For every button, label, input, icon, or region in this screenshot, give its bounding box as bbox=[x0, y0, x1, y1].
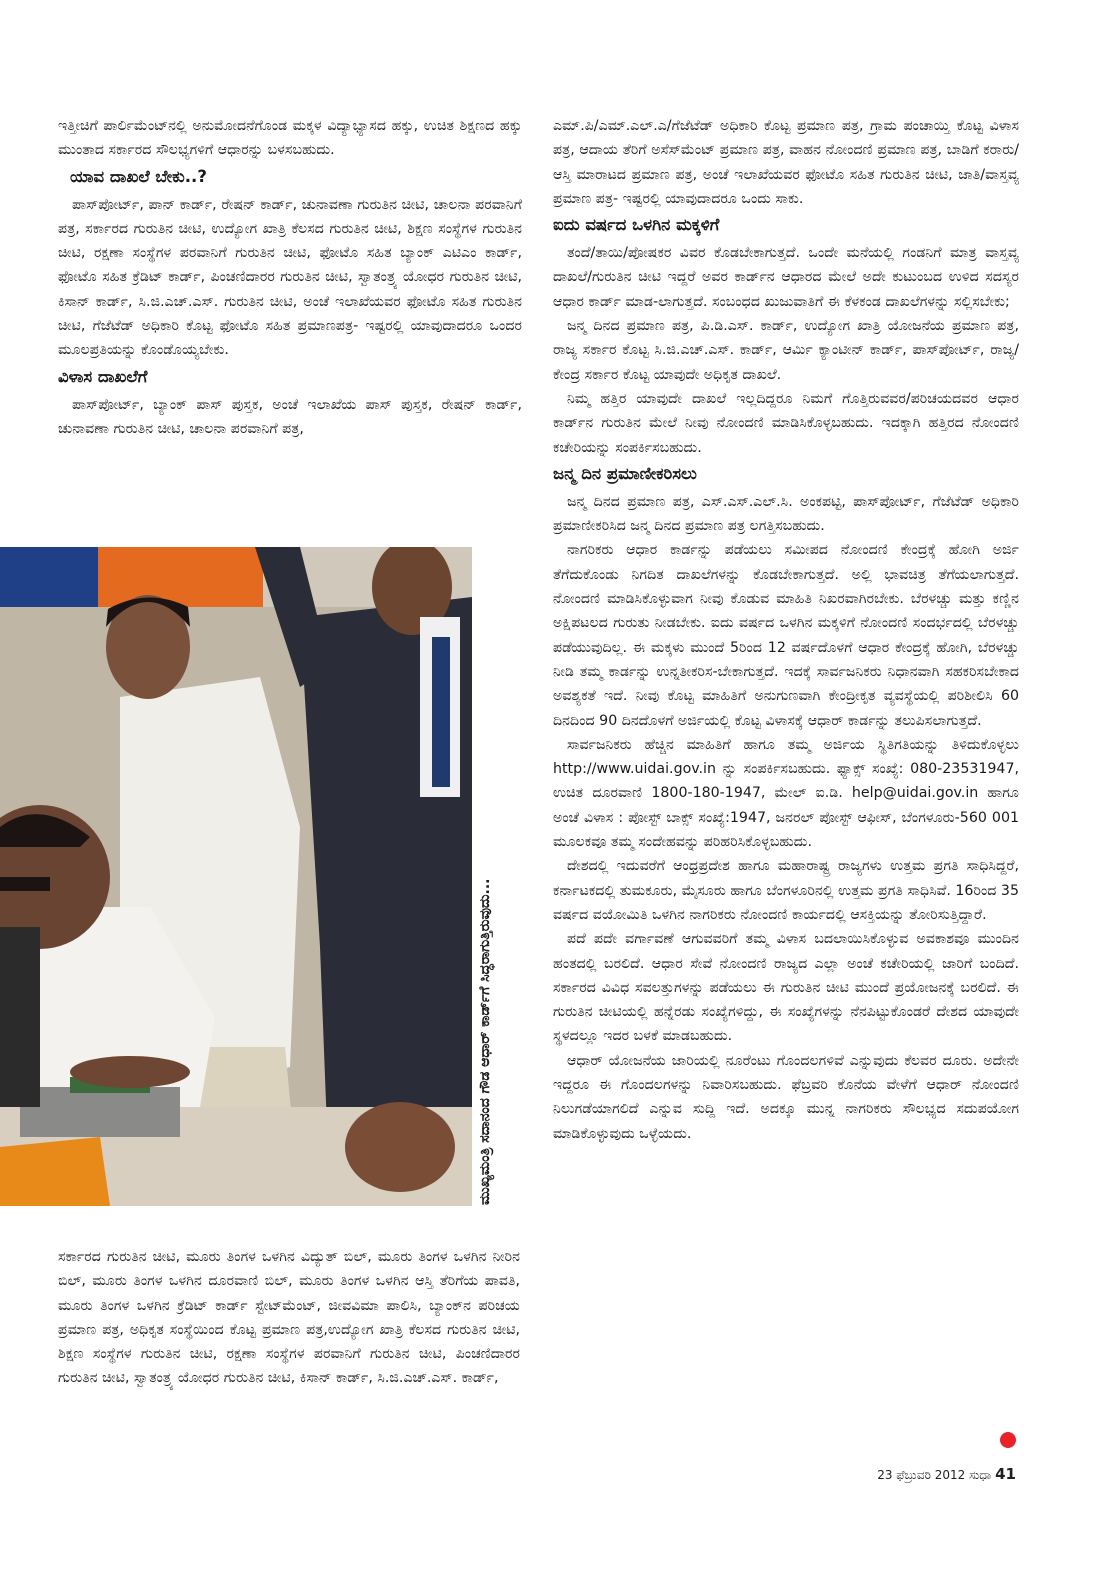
end-of-article-dot bbox=[1000, 1432, 1016, 1448]
contact-information-paragraph: ಸಾರ್ವಜನಿಕರು ಹೆಚ್ಚಿನ ಮಾಹಿತಿಗೆ ಹಾಗೂ ತಮ್ಮ ಅರ್ಜಿಯ ಸ್ಥಿತಿಗತಿಯನ್ನು ತಿಳಿದುಕೊಳ್ಳಲು http://www.uidai.gov.in ನ್ನು ಸಂಪರ್ಕಿಸಬಹುದು. ಫ್ಯಾಕ್ಸ್ ಸಂಖ್ಯೆ: 080-23531947, ಉಚಿತ ದೂರವಾಣಿ 1800-180-1947, ಮೇಲ್ ಐ.ಡಿ. help@uidai.gov.in ಹಾಗೂ ಅಂಚೆ ವಿಳಾಸ : ಪೋಸ್ಟ್ ಬಾಕ್ಸ್ ಸಂಖ್ಯೆ:1947, ಜನರಲ್ ಪೋಸ್ಟ್ ಆಫೀಸ್, ಬೆಂಗಳೂರು-560 001 ಮೂಲಕವೂ ತಮ್ಮ ಸಂದೇಹವನ್ನು ಪರಿಹರಿಸಿಕೊಳ್ಳಬಹುದು. bbox=[553, 736, 1019, 851]
identity-documents-paragraph: ಪಾಸ್‌ಪೋರ್ಟ್, ಪಾನ್ ಕಾರ್ಡ್, ರೇಷನ್ ಕಾರ್ಡ್, ಚುನಾವಣಾ ಗುರುತಿನ ಚೀಟಿ, ಚಾಲನಾ ಪರವಾನಿಗೆ ಪತ್ರ, ಸರ್ಕಾರದ ಗುರುತಿನ ಚೀಟಿ, ಉದ್ಯೋಗ ಖಾತ್ರಿ ಕೆಲಸದ ಗುರುತಿನ ಚೀಟಿ, ಶಿಕ್ಷಣ ಸಂಸ್ಥೆಗಳ ಗುರುತಿನ ಚೀಟಿ, ರಕ್ಷಣಾ ಸಂಸ್ಥೆಗಳ ಪರವಾನಿಗೆ ಗುರುತಿನ ಚೀಟಿ, ಫೋಟೊ ಸಹಿತ ಬ್ಯಾಂಕ್ ಎಟಿಎಂ ಕಾರ್ಡ್, ಫೋಟೊ ಸಹಿತ ಕ್ರೆಡಿಟ್ ಕಾರ್ಡ್, ಪಿಂಚಣಿದಾರರ ಗುರುತಿನ ಚೀಟಿ, ಸ್ವಾತಂತ್ರ್ಯ ಯೋಧರ ಗುರುತಿನ ಚೀಟಿ, ಕಿಸಾನ್ ಕಾರ್ಡ್, ಸಿ.ಜಿ.ಎಚ್.ಎಸ್. ಗುರುತಿನ ಚೀಟಿ, ಅಂಚೆ ಇಲಾಖೆಯವರ ಫೋಟೊ ಸಹಿತ ಗುರುತಿನ ಚೀಟಿ, ಗೆಜೆಟೆಡ್ ಅಧಿಕಾರಿ ಕೊಟ್ಟ ಫೋಟೊ ಸಹಿತ ಪ್ರಮಾಣಪತ್ರ- ಇಷ್ಟರಲ್ಲಿ ಯಾವುದಾದರೂ ಒಂದರ ಮೂಲಪ್ರತಿಯನ್ನು ಕೊಂಡೊಯ್ಯಬೇಕು. bbox=[58, 196, 522, 359]
left-column-bottom bbox=[58, 1245, 520, 1391]
intro-paragraph: ಇತ್ತೀಚಿಗೆ ಪಾರ್ಲಿಮೆಂಟ್‌ನಲ್ಲಿ ಅನುಮೋದನೆಗೊಂಡ ಮಕ್ಕಳ ವಿದ್ಯಾಭ್ಯಾಸದ ಹಕ್ಕು, ಉಚಿತ ಶಿಕ್ಷಣದ ಹಕ್ಕು ಮುಂತಾದ ಸರ್ಕಾರದ ಸೌಲಭ್ಯಗಳಿಗೆ ಆಧಾರನ್ನು ಬಳಸಬಹುದು. bbox=[58, 118, 522, 159]
section-heading-address-documents: ವಿಳಾಸ ದಾಖಲೆಗೆ bbox=[58, 366, 148, 386]
introducer-paragraph: ನಿಮ್ಮ ಹತ್ತಿರ ಯಾವುದೇ ದಾಖಲೆ ಇಲ್ಲದಿದ್ದರೂ ನಿಮಗೆ ಗೊತ್ತಿರುವವರ/ಪರಿಚಯದವರ ಆಧಾರ ಕಾರ್ಡ್‌ನ ಗುರುತಿನ ಮೇಲೆ ನೀವು ನೋಂದಣಿ ಮಾಡಿಸಿಕೊಳ್ಳಬಹುದು. ಇದಕ್ಕಾಗಿ ಹತ್ತಿರದ ನೋಂದಣಿ ಕಚೇರಿಯನ್ನು ಸಂಪರ್ಕಿಸಬಹುದು. bbox=[553, 390, 1019, 456]
article-photo bbox=[0, 547, 472, 1206]
enrolment-process-paragraph: ನಾಗರಿಕರು ಆಧಾರ ಕಾರ್ಡನ್ನು ಪಡೆಯಲು ಸಮೀಪದ ನೋಂದಣಿ ಕೇಂದ್ರಕ್ಕೆ ಹೋಗಿ ಅರ್ಜಿ ತೆಗೆದುಕೊಂಡು ನಿಗದಿತ ದಾಖಲೆಗಳನ್ನು ಕೊಡಬೇಕಾಗುತ್ತದೆ. ಅಲ್ಲಿ ಭಾವಚಿತ್ರ ತೆಗೆಯಲಾಗುತ್ತದೆ. ನೋಂದಣಿ ಮಾಡಿಸಿಕೊಳ್ಳುವಾಗ ನೀವು ಕೊಡುವ ಮಾಹಿತಿ ನಿಖರವಾಗಿರಬೇಕು. ಬೆರಳಚ್ಚು ಮತ್ತು ಕಣ್ಣಿನ ಅಕ್ಷಿಪಟಲದ ಗುರುತು ನೀಡಬೇಕು. ಐದು ವರ್ಷದ ಒಳಗಿನ ಮಕ್ಕಳಿಗೆ ನೋಂದಣಿ ಸಂದರ್ಭದಲ್ಲಿ ಬೆರಳಚ್ಚು ಪಡೆಯುವುದಿಲ್ಲ. ಈ ಮಕ್ಕಳು ಮುಂದೆ 5ರಿಂದ 12 ವರ್ಷದೊಳಗೆ ಆಧಾರ ಕೇಂದ್ರಕ್ಕೆ ಹೋಗಿ, ಬೆರಳಚ್ಚು ನೀಡಿ ತಮ್ಮ ಕಾರ್ಡನ್ನು ಉನ್ನತೀಕರಿಸ-ಬೇಕಾಗುತ್ತದೆ. ಇದಕ್ಕೆ ಸಾರ್ವಜನಿಕರು ನಿಧಾನವಾಗಿ ಸಹಕರಿಸಬೇಕಾದ ಅವಶ್ಯಕತೆ ಇದೆ. ನೀವು ಕೊಟ್ಟ ಮಾಹಿತಿಗೆ ಅನುಗುಣವಾಗಿ ಕೇಂದ್ರೀಕೃತ ವ್ಯವಸ್ಥೆಯಲ್ಲಿ ಪರಿಶೀಲಿಸಿ 60 ದಿನದಿಂದ 90 ದಿನದೊಳಗೆ ಅರ್ಜಿಯಲ್ಲಿ ಕೊಟ್ಟ ವಿಳಾಸಕ್ಕೆ ಆಧಾರ್ ಕಾರ್ಡನ್ನು ತಲುಪಿಸಲಾಗುತ್ತದೆ. bbox=[553, 542, 1019, 729]
photo-caption: ಮುಖ್ಯಮಂತ್ರಿ ಸದಾನಂದ ಗೌಡ ಆಧಾರ್ ಕಾರ್ಡ್‌ಗೆ ಸಿದ್ಧರಾಗುತ್ತಿರುವುದು... bbox=[477, 878, 493, 1205]
section-heading-children-under-five: ಐದು ವರ್ಷದ ಒಳಗಿನ ಮಕ್ಕಳಿಗೆ bbox=[553, 215, 720, 235]
section-heading-birth-date-proof: ಜನ್ಮ ದಿನ ಪ್ರಮಾಣೀಕರಿಸಲು bbox=[553, 463, 697, 483]
page-number: 41 bbox=[995, 1465, 1016, 1483]
footer-date-magazine: 23 ಫೆಬ್ರುವರಿ 2012 ಸುಧಾ bbox=[877, 1468, 992, 1482]
address-documents-end-paragraph: ಎಮ್.ಪಿ/ಎಮ್.ಎಲ್.ಎ/ಗೆಜೆಟೆಡ್ ಅಧಿಕಾರಿ ಕೊಟ್ಟ ಪ್ರಮಾಣ ಪತ್ರ, ಗ್ರಾಮ ಪಂಚಾಯ್ತಿ ಕೊಟ್ಟ ವಿಳಾಸ ಪತ್ರ, ಆದಾಯ ತೆರಿಗೆ ಅಸೆಸ್‌ಮೆಂಟ್ ಪ್ರಮಾಣ ಪತ್ರ, ವಾಹನ ನೋಂದಣಿ ಪ್ರಮಾಣ ಪತ್ರ, ಬಾಡಿಗೆ ಕರಾರು/ಆಸ್ತಿ ಮಾರಾಟದ ಪ್ರಮಾಣ ಪತ್ರ, ಅಂಚೆ ಇಲಾಖೆಯವರ ಫೋಟೊ ಸಹಿತ ಗುರುತಿನ ಚೀಟಿ, ಜಾತಿ/ವಾಸ್ತವ್ಯ ಪ್ರಮಾಣ ಪತ್ರ- ಇಷ್ಟರಲ್ಲಿ ಯಾವುದಾದರೂ ಒಂದು ಸಾಕು. bbox=[553, 118, 1019, 207]
photo-caption-strip bbox=[472, 547, 498, 1206]
left-column-top bbox=[58, 114, 522, 441]
birth-date-documents-paragraph: ಜನ್ಮ ದಿನದ ಪ್ರಮಾಣ ಪತ್ರ, ಎಸ್.ಎಸ್.ಎಲ್.ಸಿ. ಅಂಕಪಟ್ಟಿ, ಪಾಸ್‌ಪೋರ್ಟ್, ಗೆಜೆಟೆಡ್ ಅಧಿಕಾರಿ ಪ್ರಮಾಣೀಕರಿಸಿದ ಜನ್ಮ ದಿನದ ಪ್ರಮಾಣ ಪತ್ರ ಲಗತ್ತಿಸಬಹುದು. bbox=[553, 493, 1019, 535]
photo-illustration bbox=[0, 547, 472, 1206]
page-footer bbox=[877, 1466, 1016, 1483]
conclusion-paragraph: ಆಧಾರ್ ಯೋಜನೆಯ ಜಾರಿಯಲ್ಲಿ ನೂರೆಂಟು ಗೊಂದಲಗಳಿವೆ ಎನ್ನುವುದು ಕೆಲವರ ದೂರು. ಅದೇನೇ ಇದ್ದರೂ ಈ ಗೊಂದಲಗಳನ್ನು ನಿವಾರಿಸಬಹುದು. ಫೆಬ್ರವರಿ ಕೊನೆಯ ವೇಳೆಗೆ ಆಧಾರ್ ನೋಂದಣಿ ನಿಲುಗಡೆಯಾಗಲಿದೆ ಎನ್ನುವ ಸುದ್ದಿ ಇದೆ. ಅದಕ್ಕೂ ಮುನ್ನ ನಾಗರಿಕರು ಸೌಲಭ್ಯದ ಸದುಪಯೋಗ ಮಾಡಿಕೊಳ್ಳುವುದು ಒಳ್ಳೆಯದು. bbox=[553, 1052, 1019, 1142]
address-change-paragraph: ಪದೆ ಪದೇ ವರ್ಗಾವಣೆ ಆಗುವವರಿಗೆ ತಮ್ಮ ವಿಳಾಸ ಬದಲಾಯಿಸಿಕೊಳ್ಳುವ ಅವಕಾಶವೂ ಮುಂದಿನ ಹಂತದಲ್ಲಿ ಬರಲಿದೆ. ಆಧಾರ ಸೇವೆ ನೋಂದಣಿ ರಾಜ್ಯದ ಎಲ್ಲಾ ಅಂಚೆ ಕಚೇರಿಯಲ್ಲಿ ಜಾರಿಗೆ ಬಂದಿದೆ. ಸರ್ಕಾರದ ವಿವಿಧ ಸವಲತ್ತುಗಳನ್ನು ಪಡೆಯಲು ಈ ಗುರುತಿನ ಚೀಟಿ ಮುಂದೆ ಪ್ರಯೋಜನಕ್ಕೆ ಬರಲಿದೆ. ಈ ಗುರುತಿನ ಚೀಟಿಯಲ್ಲಿ ಹನ್ನೆರಡು ಸಂಖ್ಯೆಗಳಿದ್ದು, ಈ ಸಂಖ್ಯೆಗಳನ್ನು ನೆನಪಿಟ್ಟುಕೊಂಡರೆ ದೇಶದ ಯಾವುದೇ ಸ್ಥಳದಲ್ಲೂ ಇದರ ಬಳಕೆ ಮಾಡಬಹುದು. bbox=[553, 931, 1019, 1045]
address-documents-paragraph: ಪಾಸ್‌ಪೋರ್ಟ್, ಬ್ಯಾಂಕ್ ಪಾಸ್ ಪುಸ್ತಕ, ಅಂಚೆ ಇಲಾಖೆಯ ಪಾಸ್ ಪುಸ್ತಕ, ರೇಷನ್ ಕಾರ್ಡ್, ಚುನಾವಣಾ ಗುರುತಿನ ಚೀಟಿ, ಚಾಲನಾ ಪರವಾನಿಗೆ ಪತ್ರ, bbox=[58, 396, 522, 437]
progress-paragraph: ದೇಶದಲ್ಲಿ ಇದುವರೆಗೆ ಆಂಧ್ರಪ್ರದೇಶ ಹಾಗೂ ಮಹಾರಾಷ್ಟ್ರ ರಾಜ್ಯಗಳು ಉತ್ತಮ ಪ್ರಗತಿ ಸಾಧಿಸಿದ್ದರೆ, ಕರ್ನಾಟಕದಲ್ಲಿ ತುಮಕೂರು, ಮೈಸೂರು ಹಾಗೂ ಬೆಂಗಳೂರಿನಲ್ಲಿ ಉತ್ತಮ ಪ್ರಗತಿ ಸಾಧಿಸಿವೆ. 16ರಿಂದ 35 ವರ್ಷದ ವಯೋಮಿತಿ ಒಳಗಿನ ನಾಗರಿಕರು ನೋಂದಣಿ ಕಾರ್ಯದಲ್ಲಿ ಆಸಕ್ತಿಯನ್ನು ತೋರಿಸುತ್ತಿದ್ದಾರೆ. bbox=[553, 858, 1019, 923]
children-parent-details-paragraph: ತಂದೆ/ತಾಯಿ/ಪೋಷಕರ ವಿವರ ಕೊಡಬೇಕಾಗುತ್ತದೆ. ಒಂದೇ ಮನೆಯಲ್ಲಿ ಗಂಡನಿಗೆ ಮಾತ್ರ ವಾಸ್ತವ್ಯ ದಾಖಲೆ/ಗುರುತಿನ ಚೀಟಿ ಇದ್ದರೆ ಅವರ ಕಾರ್ಡ್‌ನ ಆಧಾರದ ಮೇಲೆ ಅದೇ ಕುಟುಂಬದ ಉಳಿದ ಸದಸ್ಯರ ಆಧಾರ ಕಾರ್ಡ್ ಮಾಡ-ಲಾಗುತ್ತದೆ. ಸಂಬಂಧದ ಖುಜುವಾತಿಗೆ ಈ ಕೆಳಕಂಡ ದಾಖಲೆಗಳನ್ನು ಸಲ್ಲಿಸಬೇಕು; bbox=[553, 245, 1019, 310]
address-documents-continued-paragraph: ಸರ್ಕಾರದ ಗುರುತಿನ ಚೀಟಿ, ಮೂರು ತಿಂಗಳ ಒಳಗಿನ ವಿದ್ಯುತ್ ಬಿಲ್, ಮೂರು ತಿಂಗಳ ಒಳಗಿನ ನೀರಿನ ಬಿಲ್, ಮೂರು ತಿಂಗಳ ಒಳಗಿನ ದೂರವಾಣಿ ಬಿಲ್, ಮೂರು ತಿಂಗಳ ಒಳಗಿನ ಆಸ್ತಿ ತೆರಿಗೆಯ ಪಾವತಿ, ಮೂರು ತಿಂಗಳ ಒಳಗಿನ ಕ್ರೆಡಿಟ್ ಕಾರ್ಡ್ ಸ್ಟೇಟ್‌ಮೆಂಟ್, ಜೀವವಿಮಾ ಪಾಲಿಸಿ, ಬ್ಯಾಂಕ್‌ನ ಪರಿಚಯ ಪ್ರಮಾಣ ಪತ್ರ, ಅಧಿಕೃತ ಸಂಸ್ಥೆಯಿಂದ ಕೊಟ್ಟ ಪ್ರಮಾಣ ಪತ್ರ,ಉದ್ಯೋಗ ಖಾತ್ರಿ ಕೆಲಸದ ಗುರುತಿನ ಚೀಟಿ, ಶಿಕ್ಷಣ ಸಂಸ್ಥೆಗಳ ಗುರುತಿನ ಚೀಟಿ, ರಕ್ಷಣಾ ಸಂಸ್ಥೆಗಳ ಪರವಾನಿಗೆ ಗುರುತಿನ ಚೀಟಿ, ಪಿಂಚಣಿದಾರರ ಗುರುತಿನ ಚೀಟಿ, ಸ್ವಾತಂತ್ರ್ಯ ಯೋಧರ ಗುರುತಿನ ಚೀಟಿ, ಕಿಸಾನ್ ಕಾರ್ಡ್, ಸಿ.ಜಿ.ಎಚ್.ಎಸ್. ಕಾರ್ಡ್, bbox=[58, 1249, 520, 1387]
children-documents-paragraph: ಜನ್ಮ ದಿನದ ಪ್ರಮಾಣ ಪತ್ರ, ಪಿ.ಡಿ.ಎಸ್. ಕಾರ್ಡ್, ಉದ್ಯೋಗ ಖಾತ್ರಿ ಯೋಜನೆಯ ಪ್ರಮಾಣ ಪತ್ರ, ರಾಜ್ಯ ಸರ್ಕಾರ ಕೊಟ್ಟ ಸಿ.ಜಿ.ಎಚ್.ಎಸ್. ಕಾರ್ಡ್, ಆರ್ಮಿ ಕ್ಯಾಂಟೀನ್ ಕಾರ್ಡ್, ಪಾಸ್‌ಪೋರ್ಟ್, ರಾಜ್ಯ/ಕೇಂದ್ರ ಸರ್ಕಾರ ಕೊಟ್ಟ ಯಾವುದೇ ಅಧಿಕೃತ ದಾಖಲೆ. bbox=[553, 318, 1019, 383]
section-heading-which-documents: ಯಾವ ದಾಖಲೆ ಬೇಕು..? bbox=[70, 166, 207, 186]
right-column bbox=[553, 114, 1019, 1146]
